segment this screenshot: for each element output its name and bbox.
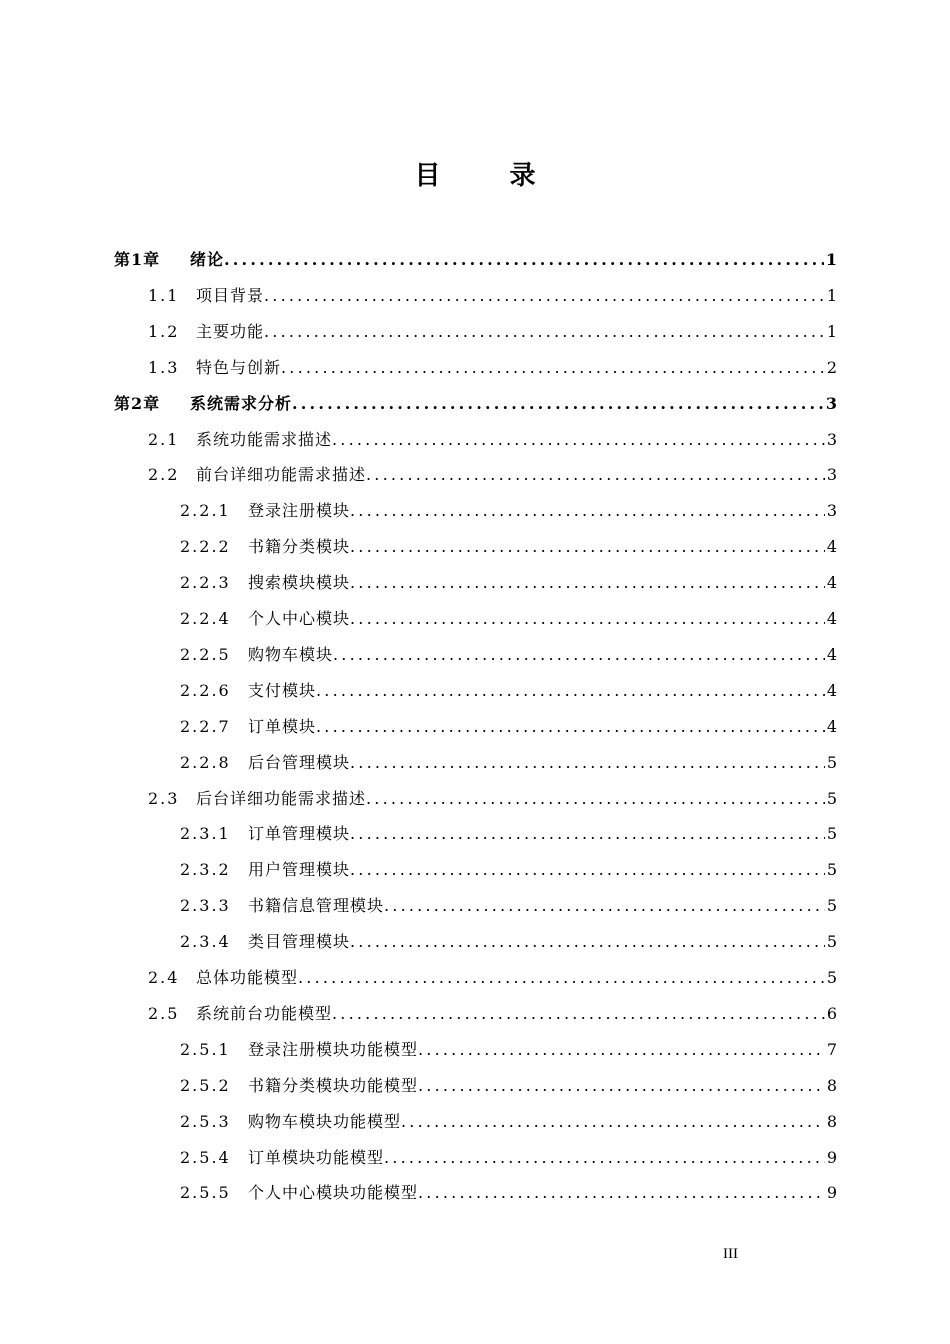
toc-entry[interactable] (148, 320, 837, 344)
toc-entry-page: 9 (826, 1147, 837, 1167)
toc-entry-page: 8 (826, 1075, 837, 1095)
toc-entry-number: 2.2.3 (180, 573, 231, 593)
toc-entry-number: 2.5.3 (180, 1111, 231, 1131)
toc-entry-page: 5 (826, 788, 837, 808)
toc-entry[interactable] (114, 248, 837, 272)
toc-entry-title: 项目背景 (196, 285, 265, 305)
toc-entry-number: 2.5.5 (180, 1183, 231, 1203)
toc-entry-number: 2.2.5 (180, 644, 231, 664)
toc-dot-leader (332, 428, 825, 452)
toc-entry-title: 特色与创新 (196, 357, 282, 377)
toc-dot-leader (292, 392, 824, 416)
toc-entry-page: 1 (825, 250, 837, 269)
toc-entry-number: 2.3.2 (180, 860, 231, 880)
toc-dot-leader (316, 715, 825, 739)
toc-entry-number: 2.2.4 (180, 609, 231, 628)
toc-dot-leader (264, 320, 825, 344)
toc-entry[interactable] (148, 787, 837, 811)
toc-entry-page: 5 (826, 896, 837, 916)
toc-entry[interactable] (180, 643, 837, 667)
toc-dot-leader (264, 284, 825, 308)
toc-entry-number: 第1章 (114, 250, 161, 269)
toc-entry[interactable] (180, 679, 837, 703)
toc-entry-number: 2.3.1 (180, 824, 231, 844)
toc-entry[interactable] (148, 356, 837, 380)
toc-dot-leader (281, 356, 825, 380)
toc-entry-title: 前台详细功能需求描述 (196, 465, 367, 485)
toc-entry[interactable] (180, 1146, 837, 1170)
toc-entry-title: 登录注册模块 (248, 501, 351, 521)
toc-entry-number: 2.4 (148, 968, 180, 987)
toc-entry[interactable] (180, 1074, 837, 1098)
toc-entry-title: 支付模块 (248, 680, 317, 700)
toc-entry-title: 个人中心模块功能模型 (248, 1183, 419, 1203)
toc-entry-page: 4 (826, 609, 837, 628)
toc-entry-title: 类目管理模块 (248, 932, 351, 952)
toc-entry-title: 书籍分类模块 (248, 537, 351, 557)
toc-entry[interactable] (180, 1110, 837, 1134)
toc-entry-title: 绪论 (190, 250, 225, 269)
toc-dot-leader (350, 822, 825, 846)
toc-entry[interactable] (148, 428, 837, 452)
toc-entry-number: 2.2.7 (180, 716, 231, 736)
page-number: III (723, 1246, 738, 1262)
toc-entry-title: 总体功能模型 (196, 968, 299, 987)
toc-entry[interactable] (148, 966, 837, 990)
toc-dot-leader (401, 1110, 825, 1134)
toc-entry-number: 2.5.2 (180, 1075, 231, 1095)
toc-entry-title: 系统前台功能模型 (196, 1003, 333, 1023)
toc-entry[interactable] (180, 751, 837, 775)
toc-entry-number: 2.3 (148, 788, 180, 808)
toc-entry-page: 7 (826, 1039, 837, 1059)
toc-dot-leader (384, 894, 825, 918)
toc-entry[interactable] (180, 607, 837, 631)
toc-entry[interactable] (180, 822, 837, 846)
toc-dot-leader (366, 463, 825, 487)
toc-entry-title: 订单模块功能模型 (248, 1147, 385, 1167)
toc-dot-leader (316, 679, 825, 703)
toc-entry-number: 2.2.8 (180, 752, 231, 772)
toc-entry-number: 2.2.1 (180, 501, 231, 521)
toc-entry[interactable] (180, 535, 837, 559)
toc-entry-number: 1.3 (148, 357, 180, 377)
toc-entry-page: 4 (826, 680, 837, 700)
toc-entry-title: 订单管理模块 (248, 824, 351, 844)
toc-entry-title: 用户管理模块 (248, 860, 351, 880)
toc-entry-title: 订单模块 (248, 716, 317, 736)
toc-entry-page: 4 (826, 537, 837, 557)
toc-entry-page: 3 (826, 501, 837, 521)
toc-entry[interactable] (180, 499, 837, 523)
toc-entry-title: 购物车模块功能模型 (248, 1111, 402, 1131)
toc-entry-number: 2.2.2 (180, 537, 231, 557)
toc-entry-page: 1 (826, 285, 837, 305)
toc-entry-page: 3 (826, 465, 837, 485)
toc-entry-number: 2.5.1 (180, 1039, 231, 1059)
toc-dot-leader (350, 535, 825, 559)
toc-entry-title: 后台管理模块 (248, 752, 351, 772)
toc-entry-title: 系统需求分析 (190, 393, 293, 413)
toc-entry-page: 5 (826, 932, 837, 952)
toc-title: 目 录 (414, 161, 566, 191)
toc-entry-page: 9 (826, 1183, 837, 1203)
toc-dot-leader (332, 1002, 825, 1026)
toc-entry-page: 6 (826, 1003, 837, 1023)
toc-entry-title: 书籍分类模块功能模型 (248, 1075, 419, 1095)
toc-entry-page: 5 (826, 752, 837, 772)
toc-entry[interactable] (148, 463, 837, 487)
toc-entry[interactable] (180, 1038, 837, 1062)
toc-entry-page: 4 (826, 716, 837, 736)
toc-dot-leader (350, 571, 825, 595)
toc-entry-page: 3 (825, 393, 837, 413)
toc-entry-number: 2.5 (148, 1003, 180, 1023)
toc-entry-number: 2.2.6 (180, 680, 231, 700)
toc-entry-number: 2.1 (148, 429, 180, 449)
toc-dot-leader (350, 858, 825, 882)
toc-entry-page: 5 (826, 824, 837, 844)
toc-dot-leader (418, 1181, 825, 1205)
toc-entry-title: 主要功能 (196, 321, 265, 341)
toc-dot-leader (366, 787, 825, 811)
toc-entry-page: 3 (826, 429, 837, 449)
toc-entry-page: 5 (826, 968, 837, 987)
toc-entry-number: 2.5.4 (180, 1147, 231, 1167)
toc-dot-leader (418, 1074, 825, 1098)
toc-entry[interactable] (180, 930, 837, 954)
toc-entry-page: 2 (826, 357, 837, 377)
toc-dot-leader (350, 930, 825, 954)
toc-entry-number: 2.3.4 (180, 932, 231, 952)
toc-entry[interactable] (180, 1181, 837, 1205)
toc-entry-title: 购物车模块 (248, 644, 334, 664)
toc-entry-title: 后台详细功能需求描述 (196, 788, 367, 808)
toc-entry-number: 1.2 (148, 321, 180, 341)
toc-dot-leader (384, 1146, 825, 1170)
toc-entry-page: 4 (826, 644, 837, 664)
toc-entry[interactable] (148, 1002, 837, 1026)
toc-entry[interactable] (148, 284, 837, 308)
toc-dot-leader (298, 966, 825, 990)
toc-entry-title: 搜索模块模块 (248, 573, 351, 593)
toc-entry[interactable] (114, 392, 837, 416)
toc-dot-leader (350, 499, 825, 523)
toc-entry-page: 8 (826, 1111, 837, 1131)
toc-entry-number: 2.2 (148, 465, 180, 485)
toc-entry-title: 个人中心模块 (248, 609, 351, 628)
toc-entry-number: 2.3.3 (180, 896, 231, 916)
toc-entry-title: 系统功能需求描述 (196, 429, 333, 449)
toc-entry[interactable] (180, 571, 837, 595)
toc-entry-title: 书籍信息管理模块 (248, 896, 385, 916)
toc-dot-leader (224, 248, 824, 272)
toc-dot-leader (350, 607, 825, 631)
toc-entry-page: 1 (826, 321, 837, 341)
toc-entry-page: 4 (826, 573, 837, 593)
toc-entry[interactable] (180, 715, 837, 739)
toc-entry-page: 5 (826, 860, 837, 880)
toc-entry[interactable] (180, 858, 837, 882)
toc-dot-leader (350, 751, 825, 775)
toc-dot-leader (418, 1038, 825, 1062)
toc-entry-title: 登录注册模块功能模型 (248, 1039, 419, 1059)
toc-dot-leader (333, 643, 825, 667)
toc-entry-number: 第2章 (114, 393, 161, 413)
toc-entry-number: 1.1 (148, 285, 180, 305)
toc-entry[interactable] (180, 894, 837, 918)
